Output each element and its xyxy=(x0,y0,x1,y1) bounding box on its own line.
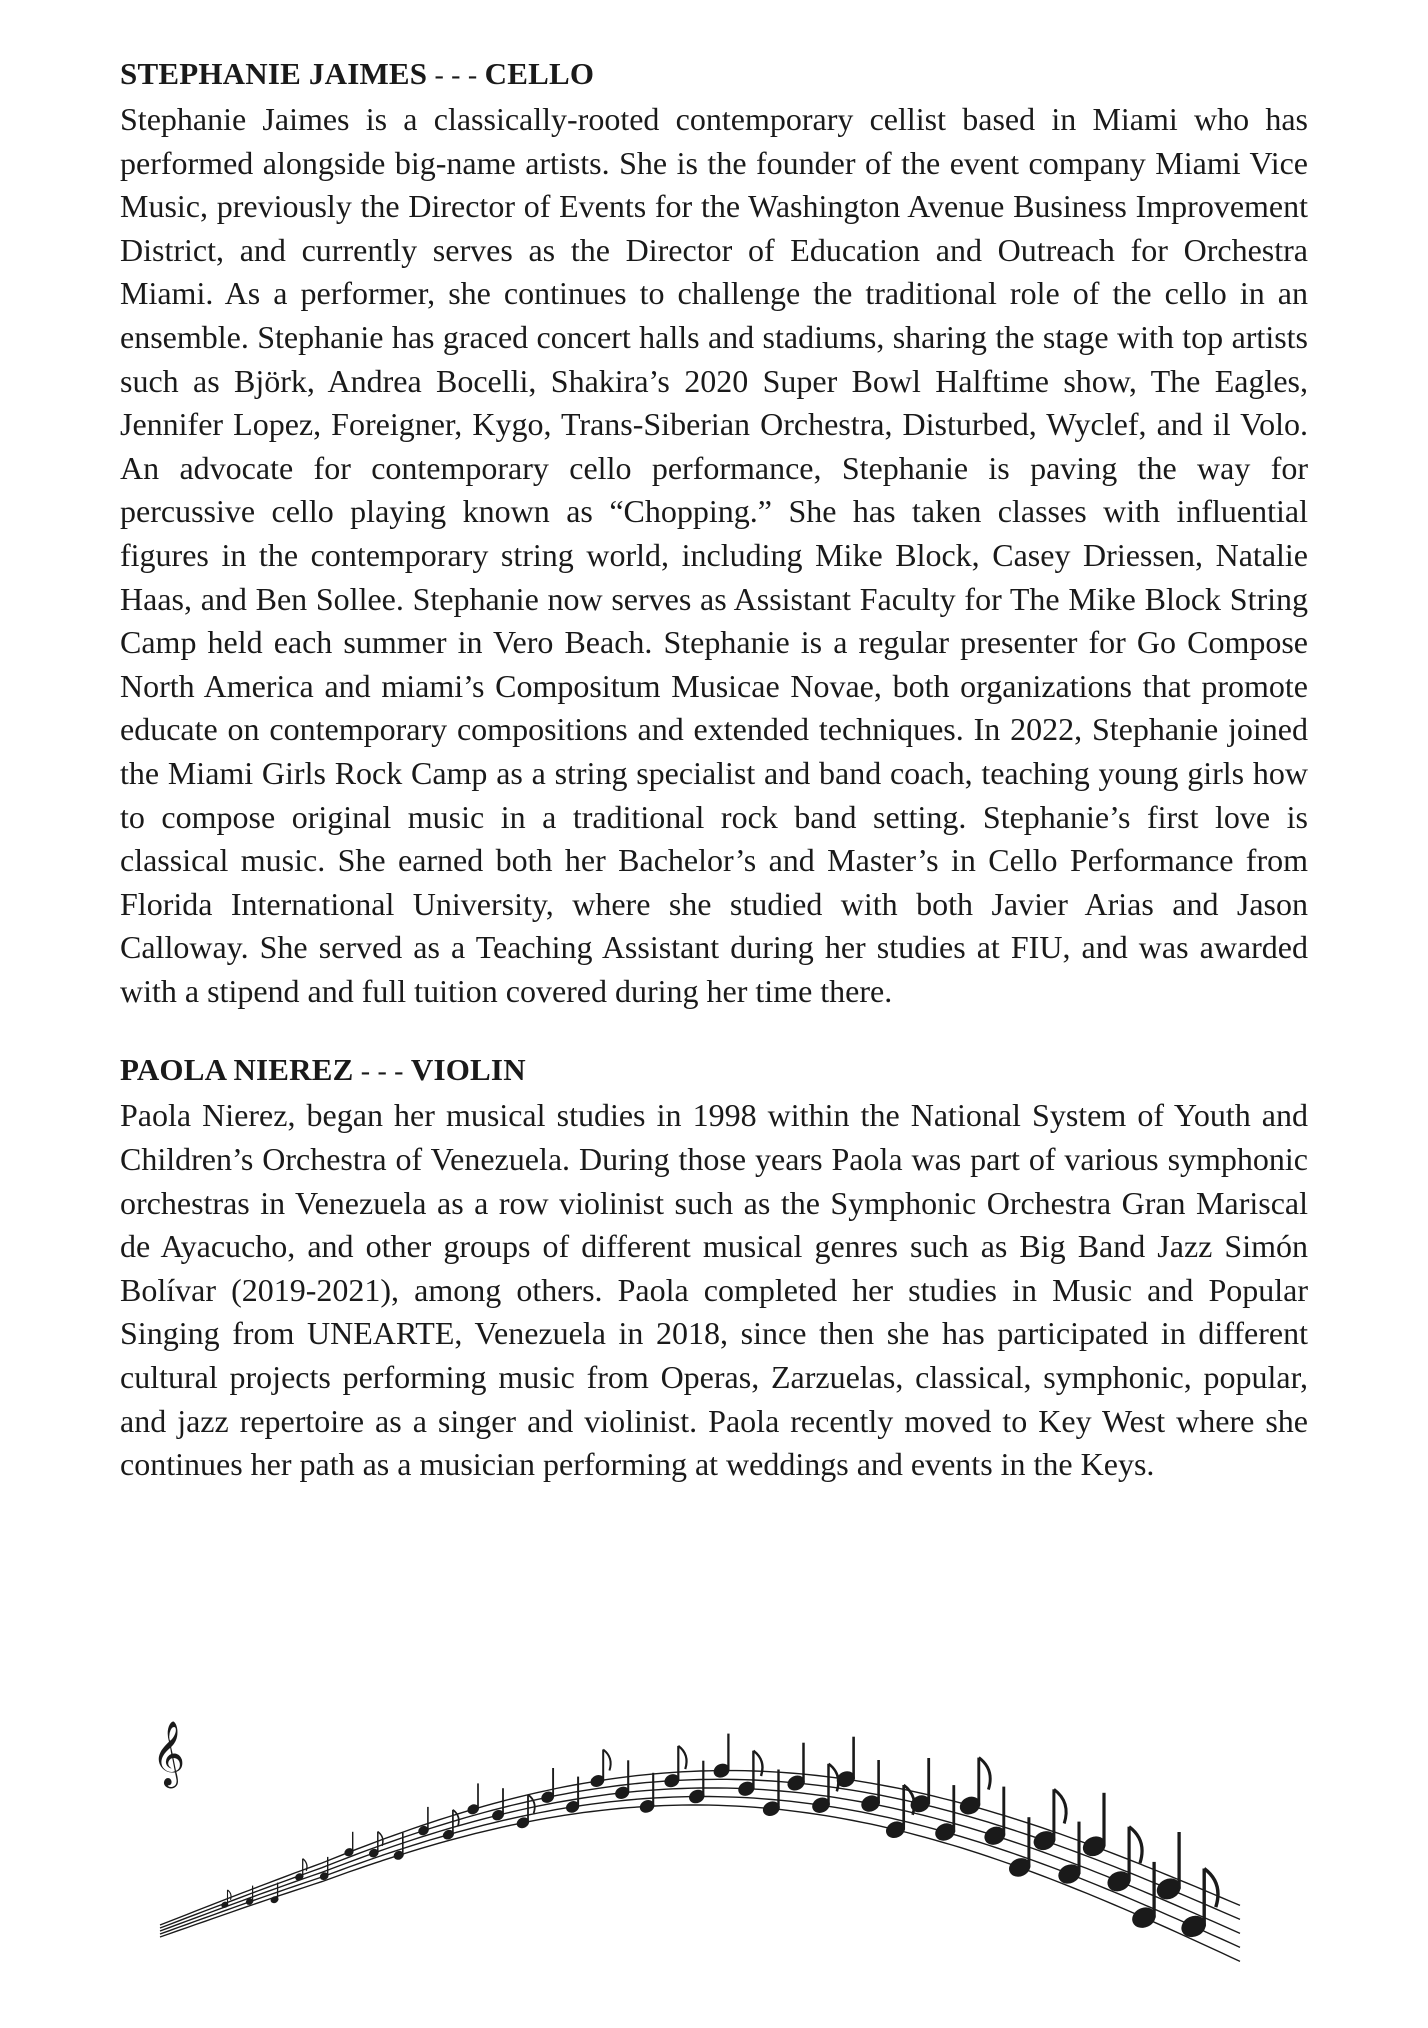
music-note-icon xyxy=(712,1734,731,1780)
music-note-icon xyxy=(589,1750,610,1789)
music-note-icon xyxy=(638,1773,655,1815)
bio-stephanie-jaimes xyxy=(120,52,1308,1013)
music-note-icon xyxy=(516,1795,535,1830)
music-note-icon xyxy=(1031,1789,1066,1853)
music-note-icon xyxy=(908,1758,932,1815)
music-note-icon xyxy=(761,1770,781,1819)
instrument-label: CELLO xyxy=(484,56,595,91)
music-staff-illustration-icon xyxy=(150,1640,1260,2000)
bio-paola-nierez xyxy=(120,1048,1308,1486)
performer-name: STEPHANIE JAIMES xyxy=(120,56,428,91)
treble-clef-icon: 𝄞 xyxy=(152,1721,186,1786)
heading-separator: - - - xyxy=(427,60,485,91)
music-note-icon xyxy=(982,1787,1007,1848)
bio-page xyxy=(120,52,1308,1487)
performer-name: PAOLA NIEREZ xyxy=(120,1052,354,1088)
music-note-icon xyxy=(958,1758,991,1818)
heading-separator: - - - xyxy=(353,1056,411,1088)
music-note-icon xyxy=(1080,1793,1108,1859)
music-note-icon xyxy=(737,1751,763,1798)
music-note-icon xyxy=(466,1783,479,1815)
instrument-label: VIOLIN xyxy=(410,1052,526,1088)
music-note-icon xyxy=(687,1761,706,1805)
music-note-icon xyxy=(786,1743,807,1793)
bio-paragraph: Stephanie Jaimes is a classically-rooted contemporary cellist based in Miami who has performed alongside big-name artists. She is the founder of the event company Miami Vice Music, previously the Director of Events for the Washington Avenue Business Improvement District, and currently serves as the Director of Education and Outreach for Orchestra Miami. As a performer, she continues to challenge the traditional role of the cello in an ensemble. Stephanie has graced concert halls and stadiums, sharing the stage with top artists such as Björk, Andrea Bocelli, Shakira’s 2020 Super Bowl Halftime show, The Eagles, Jennifer Lopez, Foreigner, Kygo, Trans-Siberian Orchestra, Disturbed, Wyclef, and il Volo. An advocate for contemporary cello performance, Stephanie is paving the way for percussive cello playing known as “Chopping.” She has taken classes with influential figures in the contemporary string world, including Mike Block, Casey Driessen, Natalie Haas, and Ben Sollee. Stephanie now serves as Assistant Faculty for The Mike Block String Camp held each summer in Vero Beach. Stephanie is a regular presenter for Go Compose North America and miami’s Compositum Musicae Novae, both organizations that promote educate on contemporary compositions and extended techniques. In 2022, Stephanie joined the Miami Girls Rock Camp as a string specialist and band coach, teaching young girls how to compose original music in a traditional rock band setting. Stephanie’s first love is classical music. She earned both her Bachelor’s and Master’s in Cello Performance from Florida International University, where she studied with both Javier Arias and Jason Calloway. She served as a Teaching Assistant during her studies at FIU, and was awarded with a stipend and full tuition covered during her time there. xyxy=(120,101,1308,1009)
music-note-icon xyxy=(859,1760,882,1814)
bio-paragraph: Paola Nierez, began her musical studies in 1998 within the National System of Youth and Children’s Orchestra of Venezuela. During those years Paola was part of various symphonic orchestras in Venezuela as a row violinist such as the Symphonic Orchestra Gran Mariscal de Ayacucho, and other groups of different musical genres such as Big Band Jazz Simón Bolívar (2019-2021), among others. Paola completed her studies in Music and Popular Singing from UNEARTE, Venezuela in 2018, since then she has participated in different cultural projects performing music from Operas, Zarzuelas, classical, symphonic, popular, and jazz repertoire as a singer and violinist. Paola recently moved to Key West where she continues her path as a musician performing at weddings and events in the Keys. xyxy=(120,1097,1308,1483)
music-note-icon xyxy=(344,1832,355,1857)
music-note-icon xyxy=(614,1760,631,1800)
music-note-icon xyxy=(565,1777,581,1815)
music-note-icon xyxy=(393,1833,405,1861)
music-note-icon xyxy=(1056,1822,1083,1887)
music-note-icon xyxy=(1007,1817,1033,1879)
music-note-icon xyxy=(1129,1862,1158,1931)
music-note-icon xyxy=(491,1788,505,1821)
music-note-icon xyxy=(1105,1827,1142,1895)
music-note-icon xyxy=(1179,1868,1218,1940)
music-note-icon xyxy=(933,1785,957,1843)
music-note-icon xyxy=(540,1768,555,1804)
bio-heading xyxy=(120,52,1308,98)
music-note-icon xyxy=(835,1737,857,1790)
music-note-icon xyxy=(1154,1832,1183,1902)
bio-heading xyxy=(120,1048,1308,1094)
music-note-icon xyxy=(417,1807,429,1836)
music-note-icon xyxy=(663,1746,687,1789)
music-note-icon xyxy=(442,1810,459,1841)
